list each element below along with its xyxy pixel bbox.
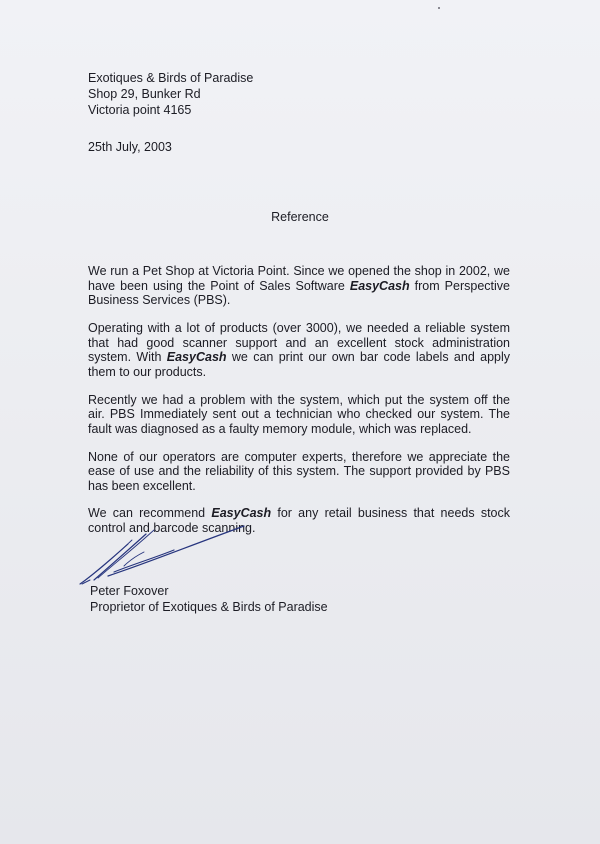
product-name: EasyCash bbox=[211, 506, 272, 521]
letter-body bbox=[88, 264, 510, 549]
paragraph-4: None of our operators are computer experts, therefore we appreciate the ease of use and the reliability of this system. The support provided by PBS has been excellent. bbox=[88, 449, 510, 493]
letter-date: 25th July, 2003 bbox=[88, 140, 172, 154]
paper-speck bbox=[438, 7, 440, 9]
paragraph-1 bbox=[88, 264, 510, 308]
sender-name: Exotiques & Birds of Paradise bbox=[88, 71, 254, 85]
paragraph-5-text-a: We can recommend bbox=[88, 506, 212, 521]
signatory-block bbox=[90, 583, 328, 615]
sender-address bbox=[88, 70, 253, 118]
paragraph-2 bbox=[88, 321, 510, 379]
signatory-title: Proprietor of Exotiques & Birds of Paradise bbox=[90, 600, 328, 614]
sender-suburb: Victoria point 4165 bbox=[88, 103, 192, 117]
paragraph-2-text-a: Operating with a lot of products (over 3000), we needed a reliable system that had good scanner support and an excellent stock administration system. With bbox=[88, 320, 510, 365]
sender-street: Shop 29, Bunker Rd bbox=[88, 87, 201, 101]
paragraph-5-text-b: for any retail business that needs stock control and barcode scanning. bbox=[88, 506, 510, 536]
signatory-name: Peter Foxover bbox=[90, 584, 169, 598]
paragraph-3: Recently we had a problem with the system, which put the system off the air. PBS Immediately sent out a technician who checked our system. The fault was diagnosed as a faulty memory module, which was replaced. bbox=[88, 392, 510, 436]
paragraph-1-text-a: We run a Pet Shop at Victoria Point. Since we opened the shop in 2002, we have been using the Point of Sales Software bbox=[88, 264, 510, 293]
letter-subject: Reference bbox=[271, 210, 329, 224]
paragraph-2-text-b: we can print our own bar code labels and apply them to our products. bbox=[88, 350, 511, 379]
product-name: EasyCash bbox=[349, 278, 410, 293]
product-name: EasyCash bbox=[166, 350, 227, 365]
paragraph-1-text-b: from Perspective Business Services (PBS). bbox=[88, 278, 510, 308]
